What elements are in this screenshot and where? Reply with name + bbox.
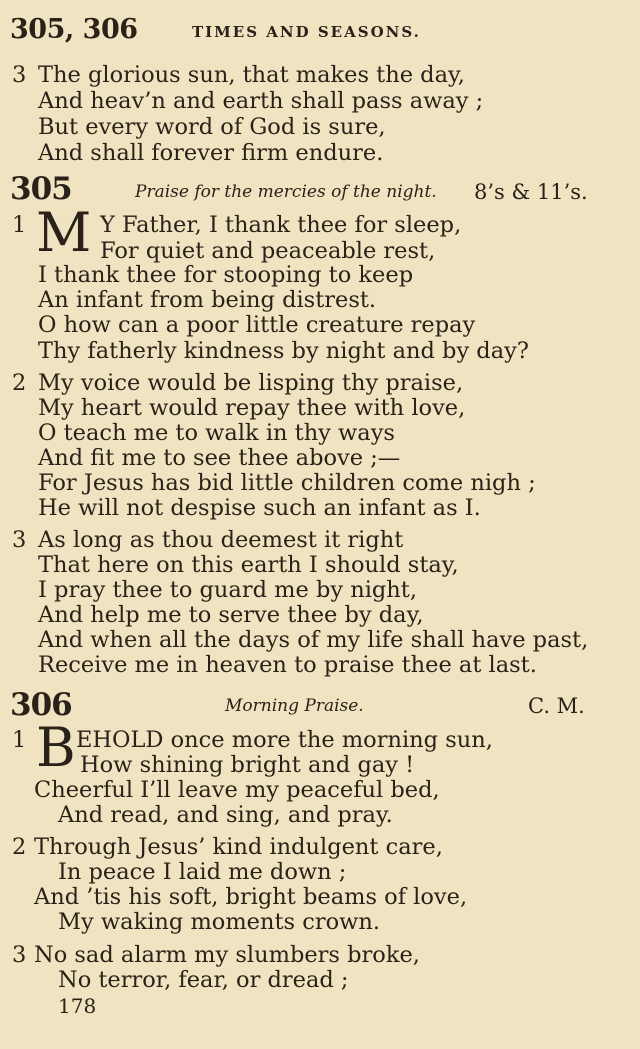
- verse-line: Receive me in heaven to praise thee at last.: [38, 652, 537, 678]
- verse-line: For Jesus has bid little children come nigh ;: [38, 470, 536, 496]
- running-header: [10, 14, 630, 44]
- verse-line: But every word of God is sure,: [38, 114, 386, 140]
- hymn-title: Praise for the mercies of the night.: [135, 182, 437, 202]
- verse-number: 2: [12, 370, 27, 396]
- verse-line: EHOLD once more the morning sun,: [76, 727, 493, 753]
- verse-line: My voice would be lisping thy praise,: [38, 370, 464, 396]
- page-number: 178: [58, 994, 97, 1018]
- verse-number: 3: [12, 527, 27, 553]
- verse-number: 2: [12, 834, 27, 860]
- verse-line: That here on this earth I should stay,: [38, 552, 459, 578]
- drop-cap: B: [36, 716, 76, 779]
- verse-line: I thank thee for stooping to keep: [38, 262, 414, 288]
- verse-line: The glorious sun, that makes the day,: [38, 62, 465, 88]
- hymn-meter: C. M.: [528, 694, 585, 718]
- header-section-title: TIMES AND SEASONS.: [192, 23, 421, 41]
- verse-line: And heav’n and earth shall pass away ;: [38, 88, 484, 114]
- verse-number: 1: [12, 212, 27, 238]
- hymn-number: 305: [10, 171, 72, 207]
- hymn-meter: 8’s & 11’s.: [474, 180, 588, 204]
- verse-line: And read, and sing, and pray.: [58, 802, 393, 828]
- verse-number: 3: [12, 942, 27, 968]
- header-hymn-numbers: 305, 306: [10, 14, 138, 45]
- verse-line: No terror, fear, or dread ;: [58, 967, 349, 993]
- verse-line: He will not despise such an infant as I.: [38, 495, 481, 521]
- verse-number: 3: [12, 62, 27, 88]
- verse-line: Thy fatherly kindness by night and by day?: [38, 338, 529, 364]
- verse-line: For quiet and peaceable rest,: [100, 238, 436, 264]
- verse-line: Cheerful I’ll leave my peaceful bed,: [34, 777, 440, 803]
- verse-line: No sad alarm my slumbers broke,: [34, 942, 420, 968]
- verse-line: As long as thou deemest it right: [38, 527, 404, 553]
- verse-line: O how can a poor little creature repay: [38, 312, 476, 338]
- verse-line: An infant from being distrest.: [38, 287, 377, 313]
- verse-line: In peace I laid me down ;: [58, 859, 347, 885]
- drop-cap: M: [36, 201, 92, 264]
- verse-line: My waking moments crown.: [58, 909, 381, 935]
- verse-line: Y Father, I thank thee for sleep,: [100, 212, 462, 238]
- verse-line: And fit me to see thee above ;—: [38, 445, 401, 471]
- verse-line: My heart would repay thee with love,: [38, 395, 466, 421]
- verse-line: I pray thee to guard me by night,: [38, 577, 417, 603]
- verse-line: Through Jesus’ kind indulgent care,: [34, 834, 443, 860]
- verse-line: And help me to serve thee by day,: [38, 602, 424, 628]
- verse-number: 1: [12, 727, 27, 753]
- verse-line: How shining bright and gay !: [80, 752, 415, 778]
- verse-line: And when all the days of my life shall have past,: [38, 627, 589, 653]
- hymn-number: 306: [10, 687, 72, 723]
- hymn-title: Morning Praise.: [225, 696, 364, 716]
- verse-line: O teach me to walk in thy ways: [38, 420, 395, 446]
- verse-line: And ’tis his soft, bright beams of love,: [34, 884, 468, 910]
- verse-line: And shall forever firm endure.: [38, 140, 384, 166]
